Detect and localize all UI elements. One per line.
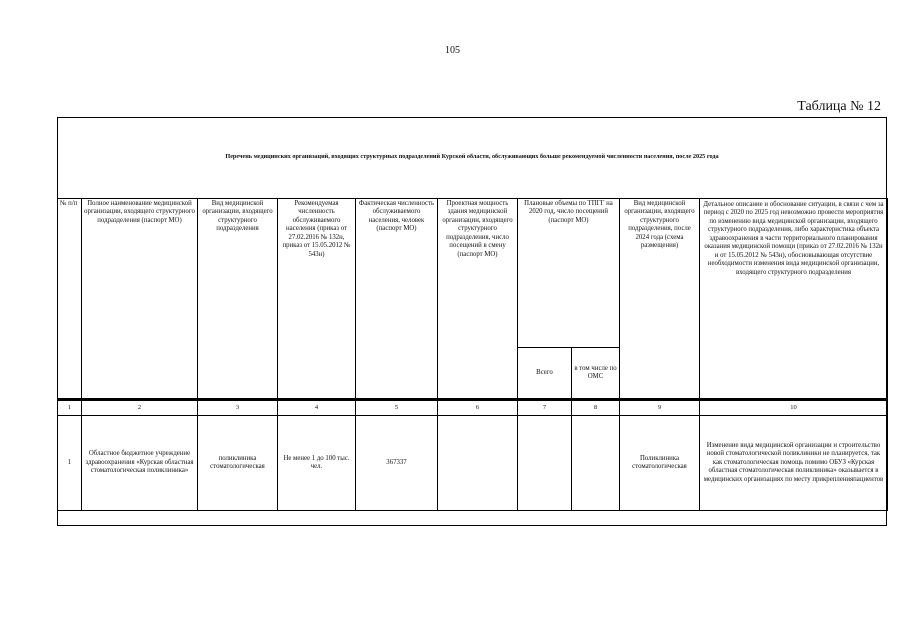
column-number: 9 [620,400,700,416]
row-org-name: Областное бюджетное учреждение здравоохранения «Курская областная стоматологическая поликлиника» [82,416,198,511]
column-number-row [58,400,888,416]
column-number: 4 [278,400,356,416]
row-oms [572,416,620,511]
header-description: Детальное описание и обоснование ситуации, в связи с чем за период с 2020 по 2025 год невозможно провести мероприятия по изменению вида медицинской организации, входящего структурного подразделения, либо характеристика объекта здравоохранения в части территориального планирования оказания медицинской помощи (приказ от 27.02.2016 № 132н и от 15.05.2012 № 543н), обосновывающая отсутствие необходимости изменения вида медицинской организации, входящего структурного подразделения [700,199,888,400]
header-actual-population: Фактическая численность обслуживаемого населения, человек (паспорт МО) [356,199,438,400]
row-design-capacity [438,416,518,511]
column-number: 7 [518,400,572,416]
header-org-type-after-2024: Вид медицинской организации, входящего структурного подразделения, после 2024 года (схема размещения) [620,199,700,400]
header-org-type: Вид медицинской организации, входящего структурного подразделения [198,199,278,400]
row-total [518,416,572,511]
column-number: 6 [438,400,518,416]
column-number: 2 [82,400,198,416]
header-oms: в том числе по ОМС [572,348,620,400]
header-total: Всего [518,348,572,400]
column-number: 8 [572,400,620,416]
row-org-type-after-2024: Поликлиника стоматологическая [620,416,700,511]
table-label: Таблица № 12 [797,99,881,114]
table-row [58,416,888,511]
row-recommended-population: Не менее 1 до 100 тыс. чел. [278,416,356,511]
table-title: Перечень медицинских организаций, входящих структурных подразделений Курской области, обслуживающих больше рекомендуемой численности населения, после 2025 года [225,153,719,160]
organizations-table [57,198,888,511]
column-number: 10 [700,400,888,416]
row-description: Изменение вида медицинской организации и строительство новой стоматологической поликлиники не планируется, так как стоматологическая помощь помимо ОБУЗ «Курская областная стоматологическая поликлиника» оказывается в медицинских организациях по месту прикрепленияпациентов [700,416,888,511]
column-number: 3 [198,400,278,416]
row-actual-population: 367337 [356,416,438,511]
header-design-capacity: Проектная мощность здания медицинской организации, входящего структурного подразделения, число посещений в смену (паспорт МО) [438,199,518,400]
header-org-name: Полное наименование медицинской организации, входящего структурного подразделения (паспорт МО) [82,199,198,400]
row-number: 1 [58,416,82,511]
column-number: 1 [58,400,82,416]
header-planned-volumes: Плановые объемы по ТПГГ на 2020 год, число посещений (паспорт МО) [518,199,620,348]
page-number: 105 [445,45,460,56]
header-num: № п/п [58,199,82,400]
row-org-type: поликлиника стоматологическая [198,416,278,511]
header-recommended-population: Рекомендуемая численность обслуживаемого населения (приказ от 27.02.2016 № 132н, приказ от 15.05.2012 № 543н) [278,199,356,400]
column-number: 5 [356,400,438,416]
header-row [58,199,888,348]
